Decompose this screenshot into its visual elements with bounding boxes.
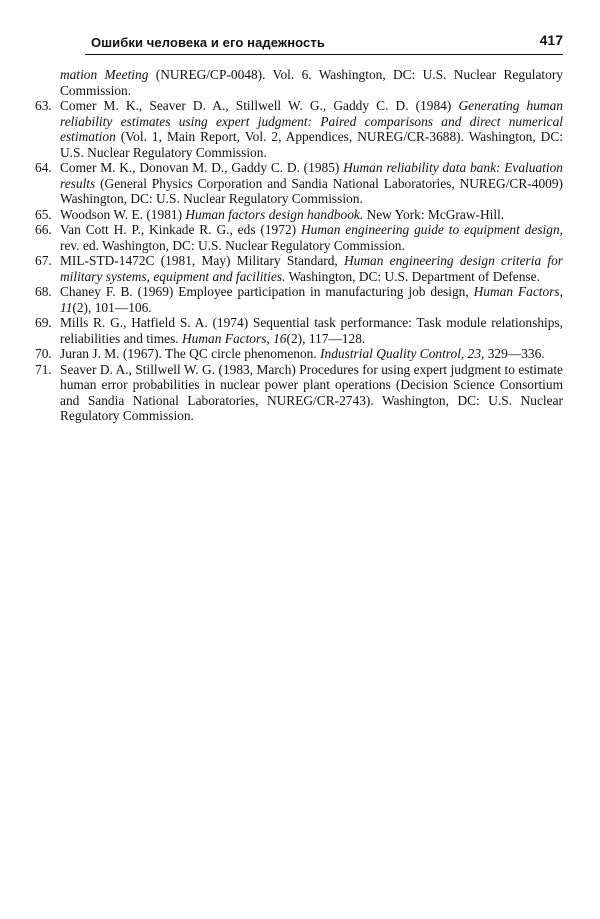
reference-text — [60, 160, 563, 207]
reference-text — [60, 315, 563, 346]
reference-item — [35, 67, 563, 98]
reference-item — [35, 222, 563, 253]
reference-number: 67. — [35, 253, 52, 268]
reference-text — [60, 98, 563, 160]
reference-number: 68. — [35, 284, 52, 299]
reference-details: (2), 117—128. — [286, 330, 366, 346]
reference-item — [35, 98, 563, 160]
reference-item — [35, 207, 563, 223]
reference-item — [35, 362, 563, 424]
reference-text — [60, 207, 563, 223]
reference-details: Washington, DC: U.S. Department of Defense. — [285, 268, 540, 284]
reference-authors: Woodson W. E. (1981) — [60, 206, 186, 222]
reference-authors: Comer M. K., Seaver D. A., Stillwell W. G., Gaddy C. D. (1984) — [60, 98, 459, 113]
reference-number: 70. — [35, 346, 52, 361]
reference-text — [60, 253, 563, 284]
reference-text — [60, 346, 563, 362]
reference-title: Human factors design handbook. — [185, 206, 364, 222]
reference-title: Generating human reliability estimates using expert judgment: Paired comparisons and direct numerical estimation — [60, 98, 563, 144]
reference-authors: MIL-STD-1472C (1981, May) Military Standard, — [60, 253, 344, 268]
reference-title: Human Factors, 11 — [60, 284, 563, 315]
reference-number: 71. — [35, 361, 52, 377]
reference-authors: Mills R. G., Hatfield S. A. (1974) Sequential task performance: Task module relationships, reliabilities and times. — [60, 315, 563, 346]
reference-item — [35, 284, 563, 315]
reference-authors: Comer M. K., Donovan M. D., Gaddy C. D. (1985) — [60, 160, 344, 175]
reference-text — [60, 362, 563, 424]
reference-item — [35, 160, 563, 207]
reference-item — [35, 315, 563, 346]
reference-number: 63. — [35, 98, 52, 113]
reference-title: mation Meeting — [60, 67, 149, 82]
reference-details: rev. ed. Washington, DC: U.S. Nuclear Regulatory Commission. — [60, 237, 405, 253]
reference-number: 69. — [35, 315, 52, 330]
running-title: Ошибки человека и его надежность — [91, 35, 325, 50]
reference-title: Human engineering design criteria for military systems, equipment and facilities. — [60, 253, 564, 284]
reference-title: Human reliability data bank: Evaluation results — [60, 160, 564, 191]
reference-details: New York: McGraw-Hill. — [363, 206, 505, 222]
reference-number: 65. — [35, 206, 52, 222]
reference-details: (General Physics Corporation and Sandia National Laboratories, NUREG/CR-4009) Washington, DC: U.S. Nuclear Regulatory Commission. — [60, 175, 563, 206]
reference-details: (Vol. 1, Main Report, Vol. 2, Appendices, NUREG/CR-3688). Washington, DC: U.S. Nuclear Regulatory Commission. — [60, 129, 563, 160]
reference-details: (2), 101—106. — [72, 299, 152, 315]
reference-item — [35, 253, 563, 284]
reference-number: 64. — [35, 160, 52, 175]
reference-authors: Van Cott H. P., Kinkade R. G., eds (1972) — [60, 222, 301, 237]
reference-text — [60, 67, 563, 98]
running-header — [85, 34, 563, 55]
reference-authors: Juran J. M. (1967). The QC circle phenomenon. — [60, 346, 321, 361]
reference-number: 66. — [35, 222, 52, 237]
reference-details: 329—336. — [484, 346, 545, 361]
reference-title: Industrial Quality Control, 23, — [320, 346, 485, 361]
reference-authors: Seaver D. A., Stillwell W. G. (1983, March) Procedures for using expert judgment to estimate human error probabilities in nuclear power plant operations (Decision Science Consortium and Sandia National Laboratories, NUREG/CR-2743). Washington, DC: U.S. Nuclear Regulatory Commission. — [60, 361, 563, 423]
reference-list — [35, 67, 563, 424]
reference-title: Human Factors, 16 — [181, 330, 287, 346]
reference-title: Human engineering guide to equipment design, — [300, 222, 563, 237]
page-number: 417 — [539, 32, 563, 48]
reference-item — [35, 346, 563, 362]
reference-authors: Chaney F. B. (1969) Employee participation in manufacturing job design, — [60, 284, 474, 299]
reference-text — [60, 222, 563, 253]
reference-details: (NUREG/CP-0048). Vol. 6. Washington, DC: U.S. Nuclear Regulatory Commission. — [60, 67, 563, 98]
reference-text — [60, 284, 563, 315]
